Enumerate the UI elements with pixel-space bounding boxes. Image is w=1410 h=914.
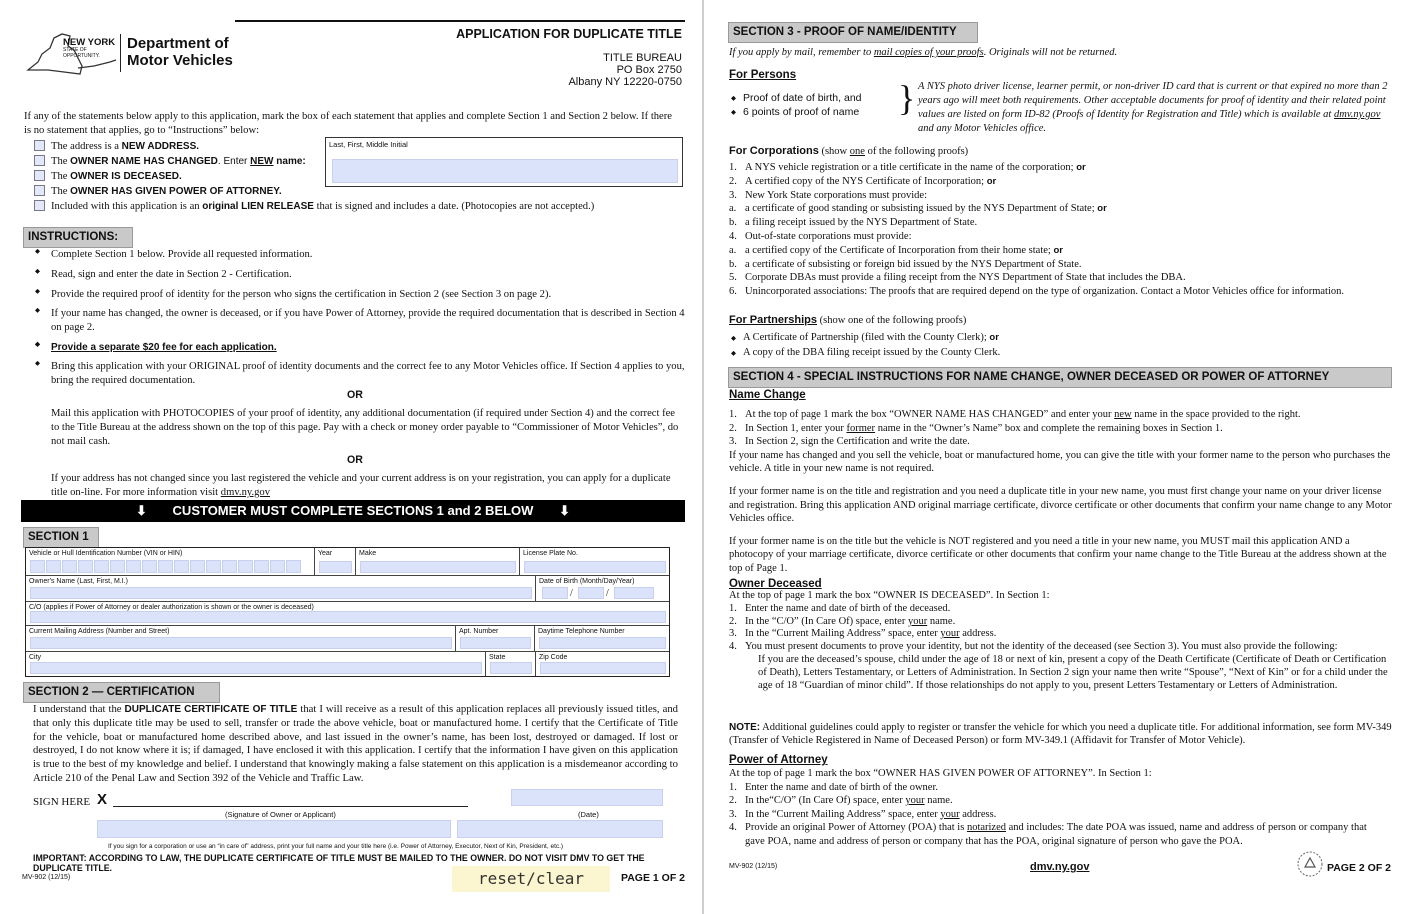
partnership-proofs: ◆ A Certificate of Partnership (filed with the County Clerk); or ◆ A copy of the DBA filing receipt issued by the County Clerk. (731, 332, 1001, 358)
deceased-note: NOTE: Additional guidelines could apply to register or transfer the vehicle for which you need a duplicate title. For additional information, see form MV-349 (Transfer of Vehicle Registered in Name of Deceased Person) or form MV-349.1 (Affidavit for Transfer of Motor Vehicle). (729, 722, 1392, 746)
logo-separator (120, 34, 121, 72)
corp-proof-4a: a. a certified copy of the Certificate of Incorporation from their home state; or (729, 244, 1063, 256)
instruction-2: ◆ Read, sign and enter the date in Section 2 - Certification. (25, 268, 685, 282)
phone-cell: Daytime Telephone Number (535, 626, 669, 652)
form-title: APPLICATION FOR DUPLICATE TITLE (456, 27, 682, 41)
or-separator-2: OR (347, 454, 363, 467)
instruction-5: ◆ Provide a separate $20 fee for each application. (25, 341, 685, 354)
make-cell: Make (356, 548, 520, 576)
dob-day-field[interactable] (578, 587, 604, 599)
persons-note: A NYS photo driver license, learner permit, or non-driver ID card that is current or that expired no more than 2 years ago will meet both requirements. Other acceptable documents for proof of identity and their related point values are listed on form ID-82 (Proofs of Identity for Registration and Title) which is available at dmv.ny.gov and any Motor Vehicles office. (918, 81, 1388, 134)
section1-heading: SECTION 1 (23, 527, 99, 548)
corp-proof-6: 6. Unincorporated associations: The proofs that are required depend on the type of organization. Contact a Motor Vehicles office for information. (729, 286, 1345, 298)
name-change-heading: Name Change (729, 389, 806, 401)
down-arrow-icon: ⬇ (136, 503, 147, 518)
new-name-label: Last, First, Middle Initial (329, 140, 408, 149)
dob-cell: Date of Birth (Month/Day/Year) / / (536, 576, 669, 602)
city-cell: City (26, 652, 486, 676)
apt-field[interactable] (460, 637, 531, 649)
for-corporations-heading: For Corporations (show one of the following proofs) (729, 145, 969, 157)
bureau-address (480, 52, 682, 88)
power-of-attorney-section: At the top of page 1 mark the box “OWNER HAS GIVEN POWER OF ATTORNEY”. In Section 1: 1. Enter the name and date of birth of the owner. 2. In the“C/O” (In Care Of) space, enter your name. 3. In the “Current Mailing Address” space, enter your address. 4. Provide an original Power of Attorney (POA) that is notarized and includes: The date POA was issued, name and address of person or company that gave POA, name and address of person or company that has the POA, original signature of person who gave the POA. (729, 768, 1367, 847)
vin-char-box[interactable] (270, 560, 285, 573)
page-1 (0, 0, 700, 914)
dmv-logo (24, 30, 239, 78)
phone-field[interactable] (539, 637, 666, 649)
corp-sign-note: If you sign for a corporation or use an “in care of” address, print your full name and your title here (i.e. Power of Attorney, Executor, Next of Kin, President, etc.) (108, 843, 564, 850)
state-cell: State (486, 652, 536, 676)
vin-char-box[interactable] (94, 560, 109, 573)
year-field[interactable] (319, 561, 352, 573)
or-separator-1: OR (347, 389, 363, 402)
corp-proof-5: 5. Corporate DBAs must provide a filing receipt from the NYS Department of State that includes the DBA. (729, 272, 1186, 284)
check-name-changed[interactable]: The OWNER NAME HAS CHANGED. Enter NEW name: (34, 155, 306, 170)
year-cell: Year (315, 548, 356, 576)
owner-deceased-heading: Owner Deceased (729, 578, 822, 590)
vin-char-box[interactable] (78, 560, 93, 573)
banner-text: CUSTOMER MUST COMPLETE SECTIONS 1 and 2 BELOW (172, 503, 534, 518)
owner-name-field[interactable] (30, 587, 532, 599)
instruction-1: ◆ Complete Section 1 below. Provide all requested information. (25, 248, 685, 262)
section2-heading: SECTION 2 — CERTIFICATION (23, 682, 220, 703)
print-name-title-field[interactable] (97, 820, 451, 838)
instructions-list (25, 248, 685, 500)
dmv-link[interactable]: dmv.ny.gov (220, 486, 271, 498)
state-field[interactable] (490, 662, 532, 674)
logo-state: NEW YORK (63, 37, 116, 48)
vin-char-box[interactable] (158, 560, 173, 573)
vin-char-box[interactable] (142, 560, 157, 573)
form-number: MV-902 (12/15) (22, 874, 71, 881)
dmv-site-link[interactable]: dmv.ny.gov (1030, 861, 1090, 873)
signature-caption: (Signature of Owner or Applicant) (225, 810, 336, 819)
care-of-field[interactable] (30, 611, 666, 623)
make-field[interactable] (360, 561, 516, 573)
vin-char-box[interactable] (126, 560, 141, 573)
mail-copies-note: If you apply by mail, remember to mail copies of your proofs. Originals will not be returned. (729, 47, 1118, 58)
certification-text: I understand that the DUPLICATE CERTIFICATE OF TITLE that I will receive as a result of this application replaces all previously issued titles, and that only this duplicate title may be used to sell, transfer or trade the above vehicle, boat or manufactured home. I certify that the Certificate of Title for the vehicle, boat or manufactured home described above, and last issued in the owner’s name, has been lost, destroyed or damaged. If lost or destroyed, I do not know where it is; if damaged, I have enclosed it with this application. I certify that the information I have given on this application is true to the best of my knowledge and belief. I understand that knowingly making a false statement on this application is a misdemeanor according to Article 210 of the Penal Law and Section 392 of the Vehicle and Traffic Law. (33, 703, 679, 784)
owner-deceased-section: At the top of page 1 mark the box “OWNER IS DECEASED”. In Section 1: 1. Enter the name and date of birth of the deceased. 2. In the “C/O” (In Care Of) space, enter your name. 3. In the “Current Mailing Address” space, enter your address. 4. You must present documents to prove your identity, but not the identity of the deceased (see Section 3). You must also provide the following: If you are the deceased’s spouse, child under the age of 18 or next of kin, present a copy of the Death Certificate (Certificate of Death or Certification of Death), Letters Testamentary, or Letters of Administration. In Section 2 sign your name then write “Spouse”, “Next of Kin” or for a child under the age of 18 “Guardian of minor child”. If those relationships do not apply to you, present Letters Testamentary or Letters of Administration. (729, 590, 1388, 691)
plate-field[interactable] (524, 561, 666, 573)
logo-tagline: STATE OF OPPORTUNITY. (63, 47, 100, 59)
recycle-seal-icon (1296, 850, 1324, 878)
print-title-field[interactable] (457, 820, 663, 838)
checkbox[interactable] (34, 185, 45, 196)
sign-x-mark: X (97, 791, 108, 808)
date-caption: (Date) (578, 810, 599, 819)
new-name-box (325, 137, 683, 187)
persons-requirements: ◆ Proof of date of birth, and ◆ 6 points of proof of name (731, 92, 862, 118)
checkbox[interactable] (34, 170, 45, 181)
bureau-name: TITLE BUREAU (603, 52, 682, 64)
corp-proof-2: 2. A certified copy of the NYS Certificate of Incorporation; or (729, 175, 997, 187)
vin-char-box[interactable] (174, 560, 189, 573)
instruction-6: ◆ Bring this application with your ORIGINAL proof of identity documents and the correct fee to any Motor Vehicles office. If Section 4 applies to you, bring the required documentation. (25, 360, 685, 388)
zip-cell: Zip Code (536, 652, 669, 676)
corp-proof-3: 3. New York State corporations must provide: (729, 189, 927, 201)
checkbox[interactable] (34, 200, 45, 211)
page-number-2: PAGE 2 OF 2 (1327, 862, 1391, 874)
care-of-cell: C/O (applies if Power of Attorney or dealer authorization is shown or the owner is deceased) (26, 602, 669, 626)
header-rule (235, 20, 685, 22)
zip-field[interactable] (540, 662, 666, 674)
section4-heading: SECTION 4 - SPECIAL INSTRUCTIONS FOR NAME CHANGE, OWNER DECEASED OR POWER OF ATTORNEY (728, 367, 1392, 388)
corp-proof-4: 4. Out-of-state corporations must provide: (729, 230, 912, 242)
reset-clear-button[interactable]: reset/clear (452, 866, 610, 892)
section3-heading: SECTION 3 - PROOF OF NAME/IDENTITY (728, 22, 978, 43)
vin-char-box[interactable] (238, 560, 253, 573)
city-field[interactable] (30, 662, 482, 674)
corp-proof-4b: b. a certificate of subsisting or foreign bid issued by the NYS Department of State. (729, 258, 1082, 270)
instruction-4: ◆ If your name has changed, the owner is deceased, or if you have Power of Attorney, provide the required documentation that is described in Section 4 on page 2. (25, 307, 685, 335)
vin-char-box[interactable] (30, 560, 45, 573)
dob-month-field[interactable] (542, 587, 568, 599)
sign-here-label: SIGN HERE (33, 796, 91, 808)
dept-line2: Motor Vehicles (127, 52, 233, 69)
vin-char-box[interactable] (222, 560, 237, 573)
for-persons-heading: For Persons (729, 69, 797, 81)
corp-proof-1: 1. A NYS vehicle registration or a title certificate in the name of the corporation; or (729, 162, 1086, 173)
dept-line1: Department of (127, 35, 229, 52)
check-new-address[interactable]: The address is a NEW ADDRESS. (34, 140, 199, 155)
vin-char-box[interactable] (46, 560, 61, 573)
checkbox[interactable] (34, 140, 45, 151)
vin-char-box[interactable] (254, 560, 269, 573)
dob-year-field[interactable] (614, 587, 654, 599)
vin-field[interactable] (30, 560, 302, 573)
bureau-po-box: PO Box 2750 (616, 64, 682, 76)
date-field[interactable] (511, 789, 663, 806)
corporation-proofs (729, 161, 1389, 299)
instructions-heading: INSTRUCTIONS: (23, 227, 133, 248)
vin-cell: Vehicle or Hull Identification Number (VIN or HIN) (26, 548, 315, 576)
page-2 (706, 0, 1410, 914)
corp-proof-3b: b. a filing receipt issued by the NYS Department of State. (729, 217, 978, 229)
checkbox[interactable] (34, 155, 45, 166)
down-arrow-icon: ⬇ (559, 503, 570, 518)
for-partnerships-heading: For Partnerships (show one of the following proofs) (729, 314, 967, 326)
vin-char-box[interactable] (110, 560, 125, 573)
address-cell: Current Mailing Address (Number and Street) (26, 626, 456, 652)
instruction-mail: Mail this application with PHOTOCOPIES of your proof of identity, any additional documentation (if required under Section 4) and the correct fee to the Title Bureau at the address shown on the top of this page. Pay with a check or money order payable to “Commissioner of Motor Vehicles”, do not mail cash. (51, 408, 679, 447)
page-divider (702, 0, 704, 914)
brace: } (898, 78, 916, 118)
vin-char-box[interactable] (190, 560, 205, 573)
owner-name-cell: Owner's Name (Last, First, M.I.) (26, 576, 536, 602)
check-owner-deceased[interactable]: The OWNER IS DECEASED. (34, 170, 182, 185)
page-number: PAGE 1 OF 2 (621, 872, 685, 884)
check-lien-release[interactable]: Included with this application is an original LIEN RELEASE that is signed and includes a date. (Photocopies are not accepted.) (34, 200, 594, 215)
plate-cell: License Plate No. (520, 548, 669, 576)
power-of-attorney-heading: Power of Attorney (729, 754, 828, 766)
complete-sections-banner (21, 500, 685, 522)
vin-char-box[interactable] (62, 560, 77, 573)
instruction-3: ◆ Provide the required proof of identity for the person who signs the certification in Section 2 (see Section 3 on page 2). (25, 288, 685, 302)
apt-cell: Apt. Number (456, 626, 535, 652)
bureau-city: Albany NY 12220-0750 (568, 76, 682, 88)
vin-char-box[interactable] (206, 560, 221, 573)
form-number-2: MV-902 (12/15) (729, 863, 778, 870)
signature-line[interactable] (113, 806, 468, 807)
instruction-online: If your address has not changed since you last registered the vehicle and your current address is on your registration, you can apply for a duplicate title on-line. For more information visit dmv.ny.gov (51, 473, 671, 498)
new-name-field[interactable] (332, 159, 678, 183)
intro-text: If any of the statements below apply to this application, mark the box of each statement that applies and complete Section 1 and Section 2 below. If there is no statement that applies, go to “Instructions” below: (24, 111, 672, 136)
corp-proof-3a: a. a certificate of good standing or subsisting issued by the NYS Department of State; or (729, 203, 1107, 215)
address-field[interactable] (30, 637, 452, 649)
section1-grid (25, 547, 670, 677)
vin-char-box[interactable] (286, 560, 301, 573)
check-power-of-attorney[interactable]: The OWNER HAS GIVEN POWER OF ATTORNEY. (34, 185, 282, 200)
name-change-section: 1. At the top of page 1 mark the box “OWNER NAME HAS CHANGED” and enter your new name in the space provided to the right. 2. In Section 1, enter your former name in the “Owner’s Name” box and complete the remaining boxes in Section 1. 3. In Section 2, sign the Certification and write the date. If your name has changed and you sell the vehicle, boat or manufactured home, you can give the title with your former name to the person who purchases the vehicle. A title in your new name is not required. If your former name is on the title and registration and you need a duplicate title in your new name, you must first change your name on your driver license and registration. Bring this application AND original marriage certificate, divorce certificate or other documents that confirm your name change to any Motor Vehicles office. If your former name is on the title but the vehicle is NOT registered and you need a title in your new name, you MUST mail this application AND a photocopy of your marriage certificate, divorce certificate or other documents that confirm your name change to the Title Bureau at the address shown at the top of Page 1. (729, 409, 1392, 574)
important-notice: IMPORTANT: ACCORDING TO LAW, THE DUPLICATE CERTIFICATE OF TITLE MUST BE MAILED TO THE OWNER. DO NOT VISIT DMV TO GET THE DUPLICATE TITLE. (33, 853, 645, 873)
